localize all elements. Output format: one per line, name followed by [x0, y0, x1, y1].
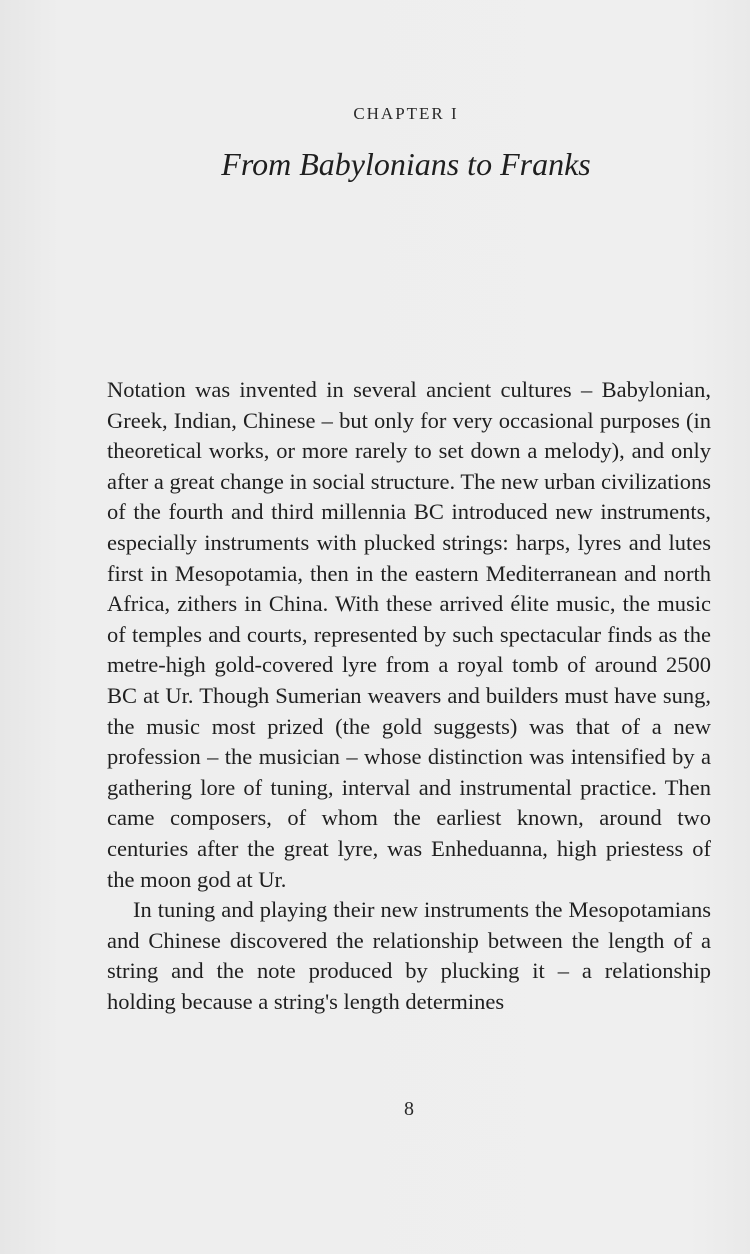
- chapter-label: CHAPTER I: [353, 104, 459, 123]
- paragraph-2: In tuning and playing their new instruments the Mesopotamians and Chinese discovered the relationship between the length of a string and the note produced by plucking it – a relationship holding because a string's length determines: [107, 897, 711, 1014]
- paragraph-1: Notation was invented in several ancient cultures – Babylonian, Greek, Indian, Chinese – but only for very occasional purposes (in theoretical works, or more rarely to set down a melody), and only after a great change in social structure. The new urban civilizations of the fourth and third millennia BC introduced new instruments, especially instruments with plucked strings: harps, lyres and lutes first in Mesopotamia, then in the eastern Mediterranean and north Africa, zithers in China. With these arrived élite music, the music of temples and courts, represented by such spectacular finds as the metre-high gold-covered lyre from a royal tomb of around 2500 BC at Ur. Though Sumerian weavers and builders must have sung, the music most prized (the gold suggests) was that of a new profession – the musician – whose distinction was intensified by a gathering lore of tuning, interval and instrumental practice. Then came composers, of whom the earliest known, around two centuries after the great lyre, was Enheduanna, high priestess of the moon god at Ur.: [107, 377, 711, 892]
- body-text: [107, 375, 711, 1017]
- chapter-title: From Babylonians to Franks: [221, 146, 591, 182]
- page-number: 8: [404, 1098, 414, 1120]
